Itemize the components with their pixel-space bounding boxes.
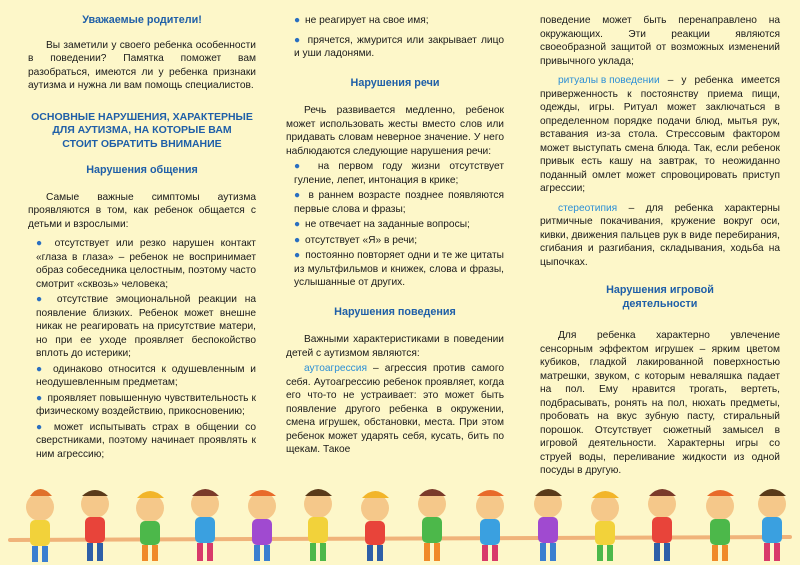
list-item [28, 421, 256, 462]
children-holding-hands-illustration [0, 482, 800, 565]
list-item-text: отсутствует «Я» в речи; [305, 234, 418, 246]
intro-paragraph: Вы заметили у своего ребенка особенности в поведении? Памятка поможет вам разобраться, имеются ли у ребенка признаки аутизма и нужна ли вам помощь специалистов. [28, 39, 256, 91]
child-figure [706, 490, 734, 561]
list-item [28, 293, 256, 361]
list-item-text: прячется, жмурится или закрывает лицо и уши ладонями. [294, 34, 504, 59]
list-item [286, 189, 504, 216]
speech-paragraph: Речь развивается медленно, ребенок может использовать жесты вместо слов или придавать словам неверное значение. У него наблюдаются следующие нарушения речи: [286, 105, 504, 157]
continuation-paragraph: поведение может быть перенаправлено на окружающих. Эти реакции являются своеобразной защитой от возможных изменений привычного уклада; [540, 15, 780, 67]
stereotypy-keyword: стереотипия [558, 202, 618, 214]
communication-heading: Нарушения общения [86, 164, 198, 176]
behavior-paragraph: Важными характеристиками в поведении детей с аутизмом являются: [286, 334, 504, 359]
child-figure [191, 489, 219, 561]
bullet-icon: ● [294, 234, 301, 246]
play-heading-line: Нарушения игровой [606, 284, 714, 296]
column-right [540, 0, 780, 478]
bullet-icon: ● [36, 294, 48, 305]
bullet-icon: ● [36, 392, 43, 404]
column-middle [286, 0, 504, 457]
list-item [286, 234, 504, 248]
bullet-icon: ● [294, 15, 301, 26]
list-item [286, 14, 504, 28]
child-figure [476, 490, 504, 561]
column-left [28, 0, 256, 461]
autoaggression-text: – агрессия против самого себя. Аутоагрессию ребенок проявляет, когда его что-то не устраивает: это может быть появление другого ребенка в окружении, смена игрушек, обстановки, места. При этом ребенок может ударять себя, кусать, бить по щекам. Такое [286, 363, 504, 455]
play-heading [540, 284, 780, 311]
list-item [286, 34, 504, 61]
play-paragraph: Для ребенка характерно увлечение сенсорным эффектом игрушек – ярким цветом кубиков, гладкой лакированной поверхностью матрешки, звуком, с которым неваляшка падает на пол. Ему нравится трогать, вертеть, подбрасывать, ронять на пол, нюхать предметы, пробовать на вкус зубную пасту, стиральный порошок. Отсутствует сюжетный замысел в игровой деятельности. Характерны игры со струей воды, переливание жидкости из одной посуды в другую. [540, 330, 780, 476]
bullet-icon: ● [294, 250, 301, 261]
behavior-heading: Нарушения поведения [334, 305, 456, 318]
list-item-text: не реагирует на свое имя; [305, 15, 429, 26]
list-item-text: на первом году жизни отсутствует гуление, лепет, интонация в крике; [294, 161, 504, 186]
child-figure [591, 491, 619, 561]
child-figure [81, 490, 109, 561]
child-figure [534, 489, 562, 561]
main-heading-line: ДЛЯ АУТИЗМА, НА КОТОРЫЕ ВАМ [52, 124, 232, 136]
main-heading-line: СТОИТ ОБРАТИТЬ ВНИМАНИЕ [62, 137, 222, 150]
bullet-icon: ● [294, 219, 301, 230]
bullet-icon: ● [294, 190, 302, 201]
list-item [286, 218, 504, 232]
list-item [28, 363, 256, 390]
child-figure [418, 489, 446, 561]
list-item-text: отсутствие эмоциональной реакции на появление близких. Ребенок может внешне никак не реагировать на присутствие матери, но при ее уходе проявляет беспокойство вплоть до истерики; [36, 294, 256, 359]
list-item [28, 392, 256, 419]
child-figure [361, 491, 389, 561]
stereotypy-text: – для ребенка характерны ритмичные покачивания, кружение вокруг оси, кивки, движения пальцев рук в виде перебирания, сгибания и разгибания, складывания, ходьба на цыпочках. [540, 202, 780, 268]
autoaggression-paragraph [286, 362, 504, 457]
list-item [28, 237, 256, 291]
list-item-text: проявляет повышенную чувствительность к физическому воздействию, прикосновению; [36, 392, 256, 417]
bullet-icon: ● [294, 34, 302, 46]
main-heading [28, 111, 256, 152]
autoaggression-keyword: аутоагрессия [304, 363, 367, 374]
bullet-icon: ● [36, 421, 46, 433]
child-figure [304, 489, 332, 561]
rituals-text: – у ребенка имеется приверженность к постоянству приема пищи, одежды, игры. Ритуал может заключаться в определенном порядке подачи блюд, мытья рук, вставания из-за стола. Стрессовым фактором может выступать смена блюда. Так, если ребенок привык есть кашу на завтрак, то неожиданно поданный омлет может спровоцировать приступ агрессии; [540, 75, 780, 194]
speech-heading: Нарушения речи [350, 76, 440, 89]
child-figure [648, 489, 676, 561]
list-item-text: в раннем возрасте позднее появляются первые слова и фразы; [294, 190, 504, 215]
list-item-text: постоянно повторяет одни и те же цитаты из мультфильмов и книжек, слова и фразы, услышанные от других. [294, 250, 504, 288]
greeting-heading: Уважаемые родители! [82, 14, 202, 26]
list-item [286, 249, 504, 290]
main-heading-line: ОСНОВНЫЕ НАРУШЕНИЯ, ХАРАКТЕРНЫЕ [31, 110, 253, 123]
rituals-keyword: ритуалы в поведении [558, 75, 660, 86]
play-heading-line: деятельности [622, 297, 698, 310]
bullet-icon: ● [36, 363, 46, 375]
list-item-text: отсутствует или резко нарушен контакт «глаза в глаза» – ребенок не воспринимает образ собеседника целостным, поэтому часто смотрит «сквозь» человека; [36, 238, 256, 290]
rituals-paragraph [540, 74, 780, 196]
list-item-text: может испытывать страх в общении со сверстниками, поэтому начинает проявлять к ним агрессию; [36, 421, 256, 460]
child-figure [758, 489, 786, 561]
child-figure [136, 491, 164, 561]
bullet-icon: ● [294, 161, 307, 172]
list-item-text: не отвечает на заданные вопросы; [305, 219, 470, 230]
list-item-text: одинаково относится к одушевленным и неодушевленным предметам; [36, 363, 256, 388]
communication-paragraph: Самые важные симптомы аутизма проявляются в том, как ребенок общается с детьми и взрослыми: [28, 191, 256, 230]
bullet-icon: ● [36, 238, 46, 249]
child-figure [26, 489, 54, 562]
child-figure [248, 490, 276, 561]
list-item [286, 160, 504, 187]
stereotypy-paragraph [540, 202, 780, 270]
